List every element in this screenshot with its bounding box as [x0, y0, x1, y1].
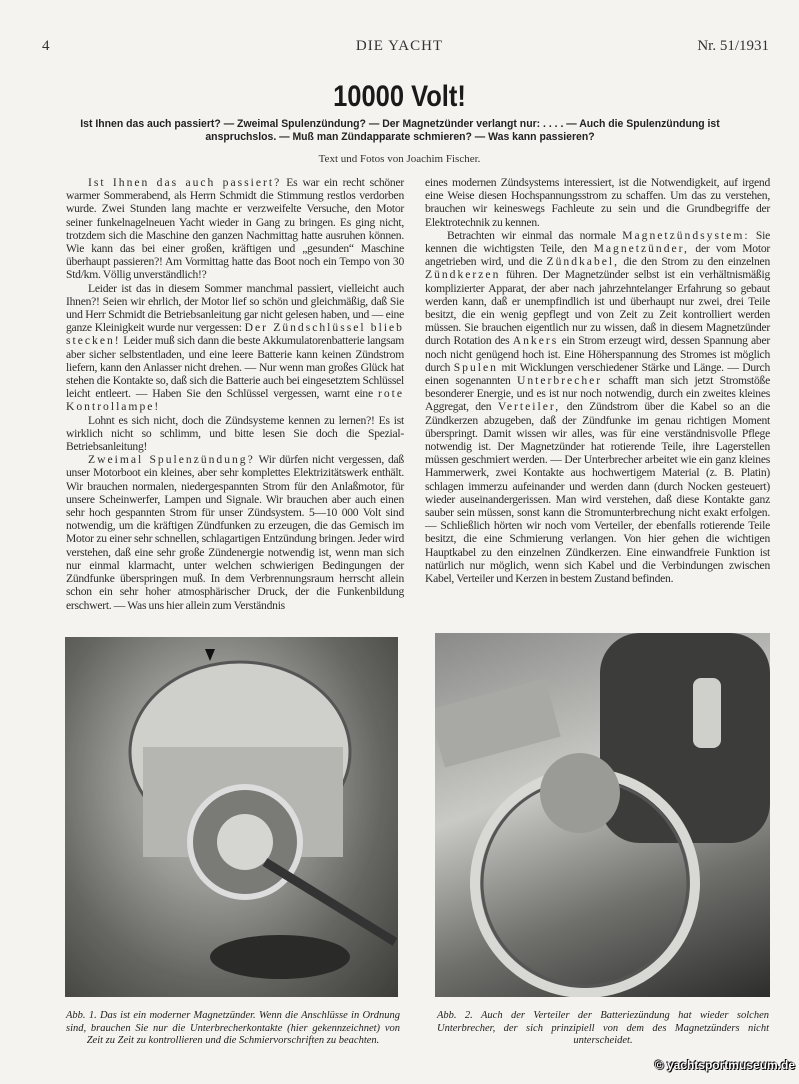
emphasized-text: Der Zündschlüssel blieb stecken!	[66, 321, 404, 348]
emphasized-text: Magnetzünder,	[593, 242, 689, 256]
figure-caption-2: Abb. 2. Auch der Verteiler der Batteriezündung hat wieder solchen Unterbrecher, der sich prinzipiell von dem des Magnetzünders nicht unterscheidet.	[437, 1010, 769, 1046]
paragraph-text: eines modernen Zündsystems interessiert, ist die Notwendigkeit, auf irgend eine Weise diesen Hochspannungsstrom zu schaffen. Um das zu verstehen, brauchen wir keineswegs Fachleute zu sein und die Grundbegriffe der Elektrotechnik zu kennen.	[425, 176, 770, 229]
paragraph-text: ein Strom erzeugt wird, dessen Spannung aber noch nicht genügend hoch ist. Eine Höherspannung des Stromes ist möglich durch	[425, 334, 770, 374]
paragraph-text: die den Strom zu den einzelnen	[619, 255, 770, 269]
photo-distributor	[435, 633, 770, 997]
paragraph-text: Leider muß sich dann die beste Akkumulatorenbatterie langsam aber sicher selbstentladen, und eine leere Batterie kann keinen Zündstrom liefern, kann den Anlasser nicht drehen. — Nur wenn man großes Glück hat stehen die Kontakte so, daß sich die Batterie auch bei eingesetztem Schlüssel leicht entleert. — Haben Sie den Schlüssel vergessen, warnt eine	[66, 334, 404, 401]
page-number: 4	[42, 38, 50, 54]
paragraph	[66, 453, 404, 611]
paragraph	[66, 414, 404, 454]
magazine-name: DIE YACHT	[355, 38, 444, 54]
distributor-photo-illustration	[435, 633, 770, 997]
emphasized-text: Zweimal Spulenzündung?	[88, 453, 255, 467]
article-subtitle: Ist Ihnen das auch passiert? — Zweimal Spulenzündung? — Der Magnetzünder verlangt nur: . . . . — Auch die Spulenzündung ist anspruchslos. — Muß man Zündapparate schmieren? — Was kann passieren?	[80, 118, 720, 143]
photo-magneto	[65, 637, 398, 997]
emphasized-text: Zündkerzen	[425, 268, 501, 282]
paragraph-text: den Zündstrom über die Kabel so an die Zündkerzen abzugeben, daß der Zündfunke im genau richtigen Moment überspringt. Damit wissen wir alles, was für eine verständnisvolle Pflege notwendig ist. Der Magnetzünder hat rotierende Teile, ihre Lagerstellen müssen geschmiert werden. — Der Unterbrecher arbeitet wie ein ganz kleines Hammerwerk, zwei Kontakte aus hochwertigem Material (z. B. Platin) schlagen immerzu aufeinander und werden dann (durch Nocken gesteuert) wieder auseinandergerissen. Man wird verstehen, daß diese Kontakte ganz sauber sein müssen, sonst kann die Stromunterbrechung nicht exakt erfolgen. — Schließlich hörten wir noch vom Verteiler, der ebenfalls rotierende Teile besitzt, die eine Schmierung verlangen. Von hier gehen die wichtigen Hauptkabel zu den einzelnen Zündkerzen. Eine einwandfreie Funktion ist natürlich nur möglich, wenn sich Kabel und die Verbindungen zwischen Kabel, Verteiler und Kerzen in bestem Zustand befinden.	[425, 400, 770, 586]
paragraph-text: mit Wicklungen verschiedener Stärke und Länge. — Durch einen sogenannten	[425, 360, 770, 388]
paragraph-text: Wir dürfen nicht vergessen, daß unser Motorboot ein kleines, aber sehr komplettes Elektrizitätswerk enthält. Wir brauchen normalen, niedergespannten Strom für den Anlaßmotor, für unsere Scheinwerfer, Lampen und Signale. Wir brauchen aber auch einen sehr hoch gespannten Strom für unser Zündsystem. 5—10 000 Volt sind notwendig, um die kräftigen Zündfunken zu erzeugen, die das Gemisch im Motor zu einer sehr schnellen, schlagartigen Entzündung bringen. Jeder wird verstehen, daß eine sehr große Zündenergie notwendig ist, wenn man sich nur einmal klarmacht, unter welchen schwierigen Bedingungen der Zündfunke überspringen muß. In dem Verbrennungsraum herrscht allein schon ein sehr hoher atmosphärischer Druck, der die Funkenbildung erschwert. — Was uns hier allein zum Verständnis	[66, 453, 404, 612]
paragraph-text: führen. Der Magnetzünder selbst ist ein verhältnismäßig komplizierter Apparat, der aber nach jahrzehntelanger Erfahrung so gebaut werden kann, daß er unempfindlich ist und überhaupt nur zwei, drei Teile besitzt, die ein wenig gepflegt und von Zeit zu Zeit kontrolliert werden müssen. Sie brauchen eigentlich nur zu wissen, daß in diesem Magnetzünder durch Rotation des	[425, 268, 770, 348]
paragraph	[66, 176, 404, 282]
paragraph-text: Sie kennen die wichtigsten Teile, den	[425, 228, 770, 256]
paragraph-text: der vom Motor angetrieben wird, und die	[425, 242, 770, 269]
emphasized-text: Zündkabel,	[546, 255, 620, 269]
paragraph	[425, 176, 770, 229]
paragraph-text: Es war ein recht schöner warmer Sommerabend, als Herrn Schmidt die Stimmung restlos verdorben wurde. Zwei Stunden lang machte er verzweifelte Versuche, den Motor seiner funkelnagelneuen Yacht wieder in Gang zu bringen. Es ging nicht, trotzdem sich die Maschine den ganzen Nachmittag hatte ausruhen können. Wie kann das bei einer großen, kräftigen und „gesunden“ Maschine überhaupt passieren?! Am Vormittag hatte das Boot noch ein Tempo von 30 Std/km. Völlig unverständlich!?	[66, 176, 404, 282]
text-column-left	[66, 176, 404, 612]
emphasized-text: Ist Ihnen das auch passiert?	[88, 176, 282, 189]
emphasized-text: Verteiler,	[497, 400, 561, 414]
figure-caption-1: Abb. 1. Das ist ein moderner Magnetzünder. Wenn die Anschlüsse in Ordnung sind, brauchen Sie nur die Unterbrecherkontakte (hier gekennzeichnet) von Zeit zu Zeit zu kontrollieren und die Schmiervorschriften zu beachten.	[66, 1010, 400, 1046]
magneto-photo-illustration	[65, 637, 398, 997]
paragraph-text: Lohnt es sich nicht, doch die Zündsysteme kennen zu lernen?! Es ist wirklich nicht so schlimm, und bitte lesen Sie doch die Spezial-Betriebsanleitung!	[66, 413, 404, 454]
emphasized-text: Spulen	[453, 360, 498, 374]
emphasized-text: Magnetzündsystem:	[622, 228, 750, 242]
issue-number: Nr. 51/1931	[697, 38, 769, 54]
paragraph-text: schafft man sich jetzt Stromstöße besonderer Energie, und es ist nur noch notwendig, durch ein zweites kleines Aggregat, den	[425, 374, 770, 414]
paragraph-text: Leider ist das in diesem Sommer manchmal passiert, vielleicht auch Ihnen?! Seien wir ehrlich, der Motor lief so schön und gleichmäßig, daß Sie und Herr Schmidt die Betriebsanleitung gar nicht gelesen haben, und — eine ganze Kleinigkeit wurde nur vergessen:	[66, 281, 404, 335]
emphasized-text: rote Kontrollampe!	[66, 387, 404, 414]
emphasized-text: Ankers	[512, 334, 559, 348]
article-title: 10000 Volt!	[333, 80, 466, 113]
emphasized-text: Unterbrecher	[517, 374, 603, 388]
byline: Text und Fotos von Joachim Fischer.	[318, 153, 481, 165]
paragraph	[66, 282, 404, 414]
text-column-right	[425, 176, 770, 585]
watermark: © yachtsportmuseum.de	[654, 1058, 795, 1072]
paragraph-text: Betrachten wir einmal das normale	[447, 228, 623, 242]
paragraph	[425, 229, 770, 585]
